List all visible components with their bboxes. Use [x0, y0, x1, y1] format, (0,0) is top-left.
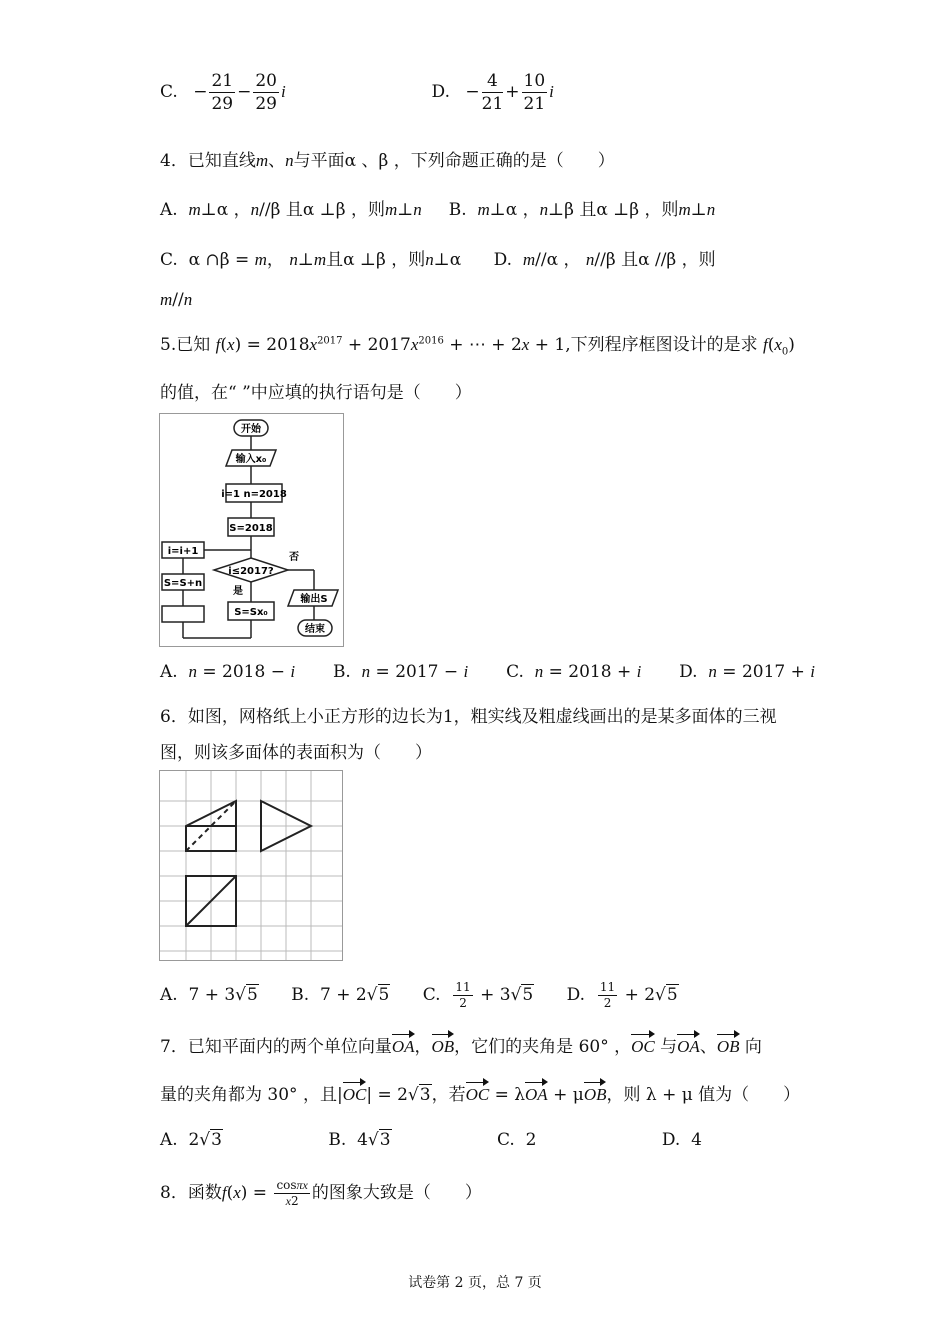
q3-option-d-label: D.: [431, 82, 450, 102]
svg-text:结束: 结束: [305, 624, 325, 635]
q4-option-d-cont: m//n: [160, 290, 193, 310]
q3-option-c-label: C.: [160, 82, 178, 102]
svg-text:i=1 n=2018: i=1 n=2018: [221, 489, 287, 500]
q5-options: A. n = 2018 − i B. n = 2017 − i C. n = 2018 + i D. n = 2017 + i: [160, 662, 816, 682]
q4-options-cd: C. α ∩β = m， n⊥m且α ⊥β ，则n⊥α D. m//α ， n//β 且α //β ，则: [160, 250, 716, 270]
svg-text:是: 是: [233, 586, 243, 597]
svg-text:S=2018: S=2018: [229, 523, 273, 534]
q5-stem-line2: 的值，在“ ”中应填的执行语句是（ ）: [160, 383, 472, 403]
q6-stem-line1: 6．如图，网格纸上小正方形的边长为1，粗实线及粗虚线画出的是某多面体的三视: [160, 707, 777, 727]
q3-d-frac1: $\frac{4}{21}$: [481, 71, 504, 114]
svg-text:S=Sx₀: S=Sx₀: [234, 607, 268, 618]
three-view-figure: [159, 770, 343, 961]
q7-stem-line1: 7．已知平面内的两个单位向量OA，OB，它们的夹角是 60° ，OC 与OA、OB 向: [160, 1037, 762, 1057]
svg-text:输出S: 输出S: [300, 594, 328, 605]
q5-stem: 5.已知 $f(x) = 2018x^{2017} + 2017x^{2016}$ + ⋯ + 2x + 1,下列程序框图设计的是求 $f(x_0)$: [160, 335, 795, 358]
three-view-svg: [160, 771, 342, 960]
q7-stem-line2: 量的夹角都为 30° ，且|OC| = 2√3，若OC = λOA + μOB，则 λ + μ 值为（ ）: [160, 1085, 801, 1105]
svg-text:输入x₀: 输入x₀: [235, 454, 267, 465]
q3-c-frac2: $\frac{20}{29}$: [255, 71, 277, 114]
q3-c-frac1: $\frac{21}{29}$: [211, 71, 234, 114]
svg-text:开始: 开始: [241, 424, 261, 435]
q6-stem-line2: 图，则该多面体的表面积为（ ）: [160, 743, 432, 763]
q7-options: A. 2√3 B. 4√3 C. 2 D. 4: [160, 1130, 702, 1150]
q4-stem: 4．已知直线m、n与平面α 、β ，下列命题正确的是（ ）: [160, 151, 615, 171]
q8-stem: 8．函数f(x) = $\frac{\cos\pi x}{x2}$ 的图象大致是（ ）: [160, 1178, 482, 1208]
flowchart-svg: [160, 414, 343, 646]
page-footer: 试卷第 2 页，总 7 页: [408, 1275, 542, 1291]
q3-d-frac2: $\frac{10}{21}$: [523, 71, 546, 114]
q3-options: C. − $\frac{21}{29}$ − $\frac{20}{29}$ i D. − $\frac{4}{21}$ + $\frac{10}{21}$ i: [160, 71, 554, 114]
svg-text:S=S+n: S=S+n: [163, 578, 203, 589]
svg-text:i=i+1: i=i+1: [167, 546, 199, 557]
flowchart-figure: [159, 413, 344, 647]
svg-text:i≤2017?: i≤2017?: [228, 566, 274, 577]
svg-text:否: 否: [289, 552, 299, 563]
q6-options: A. 7 + 3√5 B. 7 + 2√5 C. $\frac{11}{2}$ + 3√5 D. $\frac{11}{2}$ + 2√5: [160, 980, 678, 1010]
q4-options-ab: A. m⊥α ，n//β 且α ⊥β ，则m⊥n B. m⊥α ，n⊥β 且α ⊥β ，则m⊥n: [160, 200, 716, 220]
